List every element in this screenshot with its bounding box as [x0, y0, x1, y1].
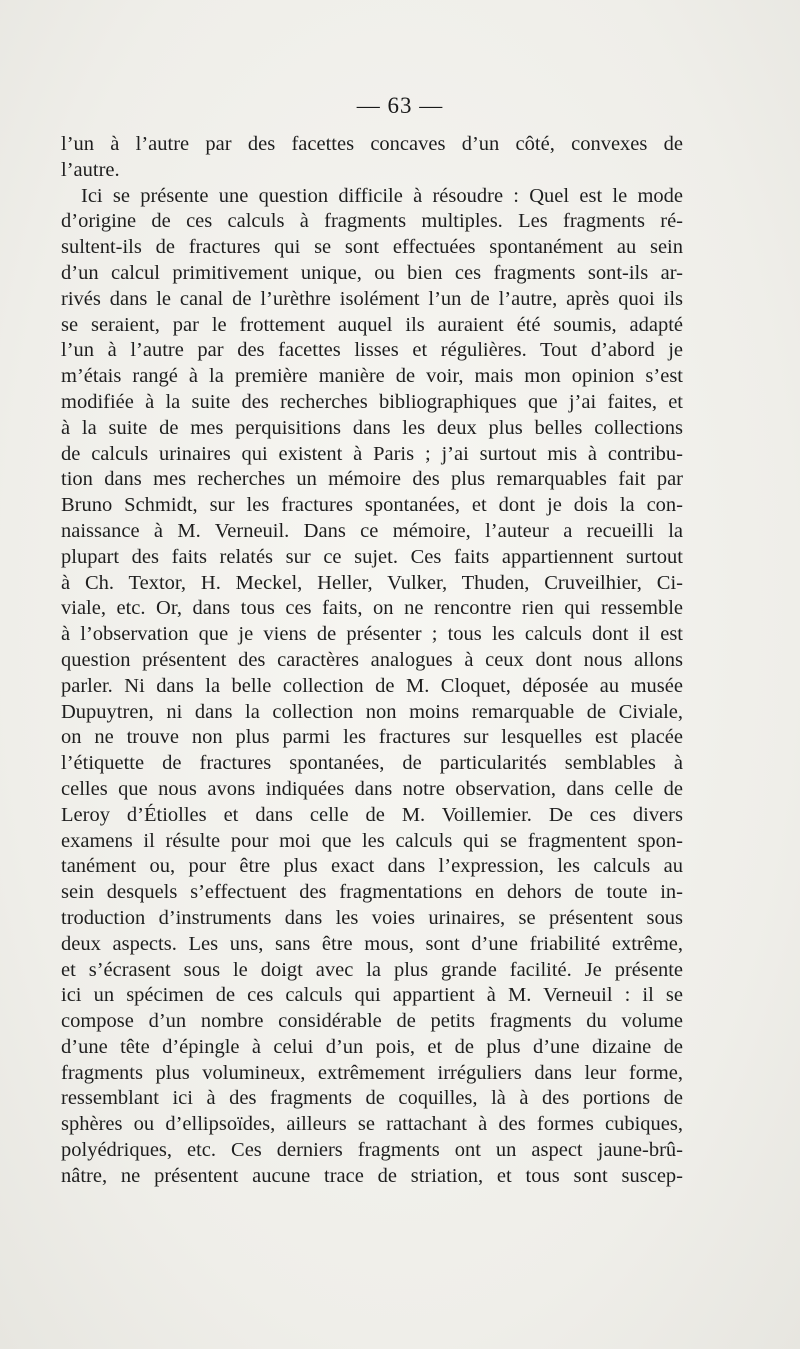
text-line: à l’observation que je viens de présenter ; tous les calculs dont il est: [61, 623, 683, 646]
text-line: l’un à l’autre par des facettes concaves d’un côté, convexes de: [61, 133, 683, 155]
page-number: — 63 —: [356, 93, 444, 118]
text-line: d’origine de ces calculs à fragments multiples. Les fragments ré-: [61, 210, 683, 233]
text-line: sphères ou d’ellipsoïdes, ailleurs se rattachant à des formes cubiques,: [61, 1113, 683, 1136]
text-line: l’un à l’autre par des facettes lisses et régulières. Tout d’abord je: [61, 339, 683, 362]
text-line: tanément ou, pour être plus exact dans l’expression, les calculs au: [61, 855, 683, 878]
text-line: sultent-ils de fractures qui se sont effectuées spontanément au sein: [61, 236, 683, 259]
text-line: Ici se présente une question difficile à résoudre : Quel est le mode: [81, 184, 683, 207]
text-line: Bruno Schmidt, sur les fractures spontanées, et dont je dois la con-: [61, 494, 683, 517]
text-line: nâtre, ne présentent aucune trace de striation, et tous sont suscep-: [61, 1164, 683, 1187]
text-line: plupart des faits relatés sur ce sujet. Ces faits appartiennent surtout: [61, 545, 683, 568]
text-line: compose d’un nombre considérable de petits fragments du volume: [61, 1010, 683, 1033]
text-line: ici un spécimen de ces calculs qui appartient à M. Verneuil : il se: [61, 984, 683, 1007]
text-line: parler. Ni dans la belle collection de M. Cloquet, déposée au musée: [61, 674, 683, 697]
text-line: viale, etc. Or, dans tous ces faits, on ne rencontre rien qui ressemble: [61, 597, 683, 620]
text-line: rivés dans le canal de l’urèthre isolément l’un de l’autre, après quoi ils: [61, 287, 683, 310]
text-line: Leroy d’Étiolles et dans celle de M. Voillemier. De ces divers: [61, 803, 683, 826]
text-line: et s’écrasent sous le doigt avec la plus grande facilité. Je présente: [61, 958, 683, 981]
text-line: de calculs urinaires qui existent à Paris ; j’ai surtout mis à contribu-: [61, 442, 683, 465]
text-line: m’étais rangé à la première manière de voir, mais mon opinion s’est: [61, 365, 683, 388]
text-line: Dupuytren, ni dans la collection non moins remarquable de Civiale,: [61, 700, 683, 723]
text-line: à Ch. Textor, H. Meckel, Heller, Vulker, Thuden, Cruveilhier, Ci-: [61, 571, 683, 594]
text-line: examens il résulte pour moi que les calculs qui se fragmentent spon-: [61, 829, 683, 852]
text-line: d’un calcul primitivement unique, ou bien ces fragments sont-ils ar-: [61, 261, 683, 284]
text-line: on ne trouve non plus parmi les fractures sur lesquelles est placée: [61, 726, 683, 749]
text-line: tion dans mes recherches un mémoire des plus remarquables fait par: [61, 468, 683, 491]
text-line: deux aspects. Les uns, sans être mous, sont d’une friabilité extrême,: [61, 932, 683, 955]
text-line: modifiée à la suite des recherches bibliographiques que j’ai faites, et: [61, 390, 683, 413]
body-text: [61, 132, 683, 1190]
text-line: fragments plus volumineux, extrêmement irréguliers dans leur forme,: [61, 1061, 683, 1084]
text-line: question présentent des caractères analogues à ceux dont nous allons: [61, 648, 683, 671]
text-line: sein desquels s’effectuent des fragmentations en dehors de toute in-: [61, 881, 683, 904]
text-line: celles que nous avons indiquées dans notre observation, dans celle de: [61, 777, 683, 800]
text-line: l’autre.: [61, 158, 120, 181]
text-line: polyédriques, etc. Ces derniers fragments ont un aspect jaune-brû-: [61, 1139, 683, 1162]
text-line: naissance à M. Verneuil. Dans ce mémoire, l’auteur a recueilli la: [61, 519, 683, 542]
text-line: se seraient, par le frottement auquel ils auraient été soumis, adapté: [61, 313, 683, 336]
text-line: d’une tête d’épingle à celui d’un pois, et de plus d’une dizaine de: [61, 1035, 683, 1058]
text-line: à la suite de mes perquisitions dans les deux plus belles collections: [61, 416, 683, 439]
text-line: ressemblant ici à des fragments de coquilles, là à des portions de: [61, 1087, 683, 1110]
text-line: l’étiquette de fractures spontanées, de particularités semblables à: [61, 752, 683, 775]
text-line: troduction d’instruments dans les voies urinaires, se présentent sous: [61, 906, 683, 929]
